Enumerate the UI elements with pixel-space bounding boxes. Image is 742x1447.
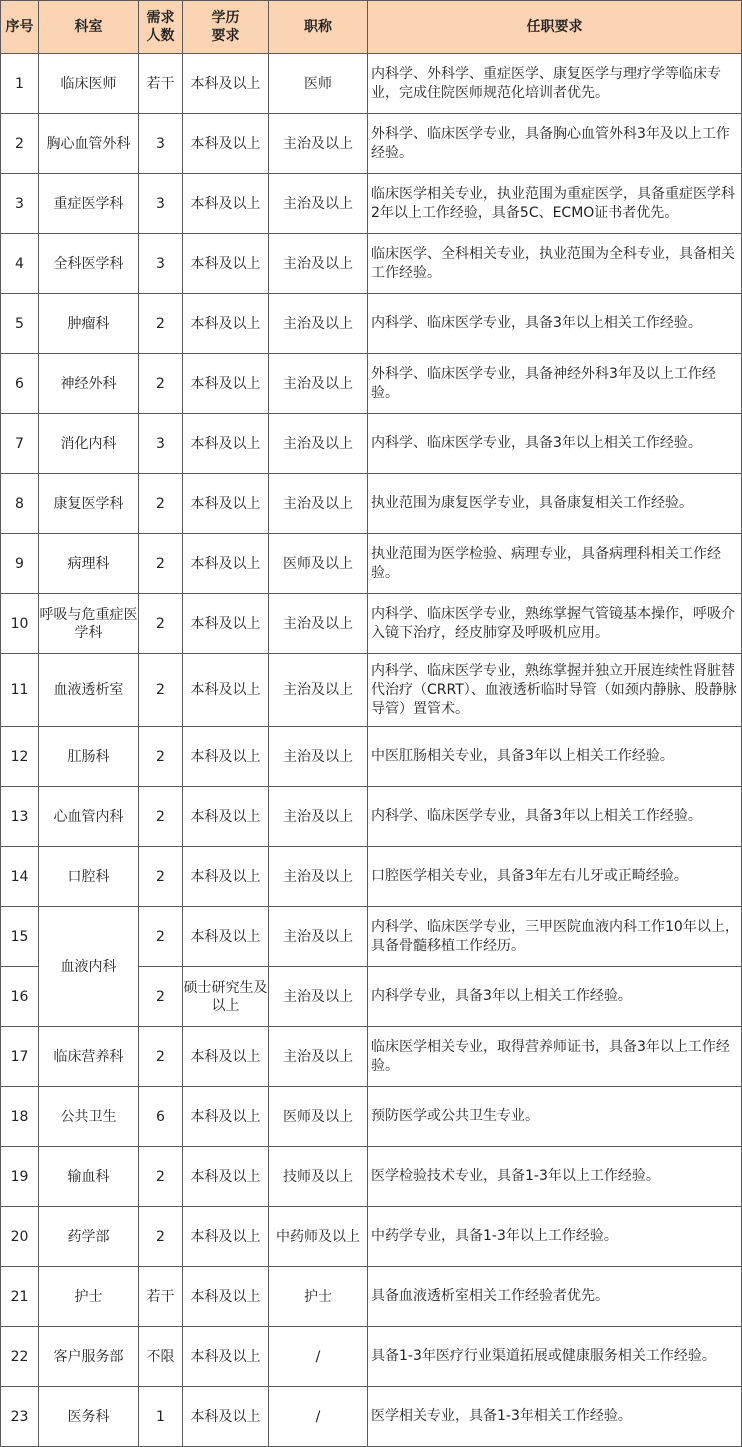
cell-no: 14 bbox=[1, 847, 39, 907]
cell-requirements: 临床医学相关专业，取得营养师证书，具备3年以上工作经验。 bbox=[368, 1027, 742, 1087]
cell-count: 2 bbox=[139, 907, 183, 967]
cell-requirements: 内科学、临床医学专业，熟练掌握并独立开展连续性肾脏替代治疗（CRRT）、血液透析临时导管（如颈内静脉、股静脉导管）置管术。 bbox=[368, 654, 742, 727]
header-title: 职称 bbox=[269, 1, 368, 54]
cell-dept: 重症医学科 bbox=[39, 174, 139, 234]
cell-dept: 呼吸与危重症医学科 bbox=[39, 594, 139, 654]
cell-edu: 本科及以上 bbox=[183, 1207, 269, 1267]
cell-dept: 口腔科 bbox=[39, 847, 139, 907]
cell-title: / bbox=[269, 1327, 368, 1387]
cell-title: 主治及以上 bbox=[269, 907, 368, 967]
cell-requirements: 内科学、外科学、重症医学、康复医学与理疗学等临床专业，完成住院医师规范化培训者优先。 bbox=[368, 54, 742, 114]
cell-dept: 病理科 bbox=[39, 534, 139, 594]
cell-title: 主治及以上 bbox=[269, 654, 368, 727]
cell-no: 15 bbox=[1, 907, 39, 967]
cell-dept: 康复医学科 bbox=[39, 474, 139, 534]
cell-edu: 本科及以上 bbox=[183, 294, 269, 354]
cell-requirements: 具备血液透析室相关工作经验者优先。 bbox=[368, 1267, 742, 1327]
table-row bbox=[1, 354, 742, 414]
cell-edu: 本科及以上 bbox=[183, 1147, 269, 1207]
table-row bbox=[1, 174, 742, 234]
cell-dept: 胸心血管外科 bbox=[39, 114, 139, 174]
cell-no: 22 bbox=[1, 1327, 39, 1387]
cell-dept: 临床医师 bbox=[39, 54, 139, 114]
cell-edu: 本科及以上 bbox=[183, 1327, 269, 1387]
cell-title: 主治及以上 bbox=[269, 727, 368, 787]
table-row bbox=[1, 294, 742, 354]
cell-count: 2 bbox=[139, 847, 183, 907]
cell-no: 20 bbox=[1, 1207, 39, 1267]
table-row bbox=[1, 787, 742, 847]
table-row bbox=[1, 114, 742, 174]
cell-edu: 本科及以上 bbox=[183, 354, 269, 414]
cell-edu: 本科及以上 bbox=[183, 1027, 269, 1087]
table-header bbox=[1, 1, 742, 54]
cell-dept: 输血科 bbox=[39, 1147, 139, 1207]
cell-edu: 本科及以上 bbox=[183, 1387, 269, 1447]
cell-count: 2 bbox=[139, 294, 183, 354]
cell-no: 2 bbox=[1, 114, 39, 174]
cell-requirements: 内科学、临床医学专业，熟练掌握气管镜基本操作，呼吸介入镜下治疗，经皮肺穿及呼吸机应用。 bbox=[368, 594, 742, 654]
cell-count: 2 bbox=[139, 534, 183, 594]
table-row bbox=[1, 534, 742, 594]
cell-edu: 硕士研究生及以上 bbox=[183, 967, 269, 1027]
cell-requirements: 预防医学或公共卫生专业。 bbox=[368, 1087, 742, 1147]
cell-title: 医师及以上 bbox=[269, 1087, 368, 1147]
cell-dept: 心血管内科 bbox=[39, 787, 139, 847]
cell-title: 主治及以上 bbox=[269, 474, 368, 534]
cell-dept: 血液内科 bbox=[39, 907, 139, 1027]
cell-edu: 本科及以上 bbox=[183, 654, 269, 727]
cell-count: 3 bbox=[139, 114, 183, 174]
cell-title: 技师及以上 bbox=[269, 1147, 368, 1207]
cell-dept: 药学部 bbox=[39, 1207, 139, 1267]
cell-count: 2 bbox=[139, 654, 183, 727]
table-row bbox=[1, 1207, 742, 1267]
cell-requirements: 执业范围为医学检验、病理专业，具备病理科相关工作经验。 bbox=[368, 534, 742, 594]
cell-title: 中药师及以上 bbox=[269, 1207, 368, 1267]
cell-title: 医师及以上 bbox=[269, 534, 368, 594]
cell-requirements: 外科学、临床医学专业，具备神经外科3年及以上工作经验。 bbox=[368, 354, 742, 414]
cell-no: 1 bbox=[1, 54, 39, 114]
cell-no: 9 bbox=[1, 534, 39, 594]
table-row bbox=[1, 1267, 742, 1327]
header-edu bbox=[183, 1, 269, 54]
cell-no: 3 bbox=[1, 174, 39, 234]
cell-no: 5 bbox=[1, 294, 39, 354]
table-body bbox=[1, 54, 742, 1447]
header-no: 序号 bbox=[1, 1, 39, 54]
cell-dept: 护士 bbox=[39, 1267, 139, 1327]
cell-title: 主治及以上 bbox=[269, 414, 368, 474]
cell-count: 2 bbox=[139, 594, 183, 654]
cell-dept: 神经外科 bbox=[39, 354, 139, 414]
cell-count: 2 bbox=[139, 727, 183, 787]
cell-edu: 本科及以上 bbox=[183, 787, 269, 847]
cell-requirements: 外科学、临床医学专业，具备胸心血管外科3年及以上工作经验。 bbox=[368, 114, 742, 174]
cell-dept: 肛肠科 bbox=[39, 727, 139, 787]
cell-edu: 本科及以上 bbox=[183, 847, 269, 907]
table-row bbox=[1, 847, 742, 907]
cell-title: 主治及以上 bbox=[269, 354, 368, 414]
table-row bbox=[1, 594, 742, 654]
cell-count: 3 bbox=[139, 234, 183, 294]
cell-edu: 本科及以上 bbox=[183, 414, 269, 474]
cell-requirements: 内科学、临床医学专业，具备3年以上相关工作经验。 bbox=[368, 294, 742, 354]
cell-count: 2 bbox=[139, 967, 183, 1027]
cell-edu: 本科及以上 bbox=[183, 727, 269, 787]
cell-no: 11 bbox=[1, 654, 39, 727]
table-row bbox=[1, 727, 742, 787]
cell-count: 3 bbox=[139, 414, 183, 474]
header-row bbox=[1, 1, 742, 54]
cell-title: 主治及以上 bbox=[269, 174, 368, 234]
cell-no: 12 bbox=[1, 727, 39, 787]
header-edu-line1: 学历 bbox=[211, 10, 240, 26]
cell-title: 主治及以上 bbox=[269, 594, 368, 654]
header-count bbox=[139, 1, 183, 54]
cell-requirements: 具备1-3年医疗行业渠道拓展或健康服务相关工作经验。 bbox=[368, 1327, 742, 1387]
cell-no: 8 bbox=[1, 474, 39, 534]
cell-title: 主治及以上 bbox=[269, 294, 368, 354]
table-row bbox=[1, 1027, 742, 1087]
header-requirements: 任职要求 bbox=[368, 1, 742, 54]
cell-edu: 本科及以上 bbox=[183, 907, 269, 967]
header-edu-line2: 要求 bbox=[211, 28, 240, 44]
cell-count: 6 bbox=[139, 1087, 183, 1147]
cell-no: 6 bbox=[1, 354, 39, 414]
header-dept: 科室 bbox=[39, 1, 139, 54]
table-row bbox=[1, 1147, 742, 1207]
cell-requirements: 中医肛肠相关专业，具备3年以上相关工作经验。 bbox=[368, 727, 742, 787]
cell-edu: 本科及以上 bbox=[183, 174, 269, 234]
cell-requirements: 中药学专业，具备1-3年以上工作经验。 bbox=[368, 1207, 742, 1267]
cell-dept: 医务科 bbox=[39, 1387, 139, 1447]
cell-requirements: 内科学专业，具备3年以上相关工作经验。 bbox=[368, 967, 742, 1027]
cell-dept: 血液透析室 bbox=[39, 654, 139, 727]
cell-requirements: 内科学、临床医学专业，具备3年以上相关工作经验。 bbox=[368, 787, 742, 847]
cell-dept: 全科医学科 bbox=[39, 234, 139, 294]
cell-no: 4 bbox=[1, 234, 39, 294]
cell-title: 主治及以上 bbox=[269, 114, 368, 174]
table-row bbox=[1, 234, 742, 294]
cell-count: 3 bbox=[139, 174, 183, 234]
cell-edu: 本科及以上 bbox=[183, 234, 269, 294]
table-row bbox=[1, 1387, 742, 1447]
cell-requirements: 医学检验技术专业，具备1-3年以上工作经验。 bbox=[368, 1147, 742, 1207]
table-row bbox=[1, 907, 742, 967]
cell-dept: 公共卫生 bbox=[39, 1087, 139, 1147]
cell-count: 2 bbox=[139, 354, 183, 414]
cell-count: 2 bbox=[139, 1207, 183, 1267]
cell-count: 1 bbox=[139, 1387, 183, 1447]
cell-title: 护士 bbox=[269, 1267, 368, 1327]
cell-no: 13 bbox=[1, 787, 39, 847]
header-count-line1: 需求 bbox=[146, 10, 175, 26]
cell-title: 主治及以上 bbox=[269, 847, 368, 907]
cell-no: 23 bbox=[1, 1387, 39, 1447]
cell-no: 10 bbox=[1, 594, 39, 654]
cell-requirements: 内科学、临床医学专业，三甲医院血液内科工作10年以上，具备骨髓移植工作经历。 bbox=[368, 907, 742, 967]
cell-count: 2 bbox=[139, 1147, 183, 1207]
cell-requirements: 临床医学相关专业，执业范围为重症医学，具备重症医学科2年以上工作经验，具备5C、ECMO证书者优先。 bbox=[368, 174, 742, 234]
cell-edu: 本科及以上 bbox=[183, 594, 269, 654]
cell-count: 2 bbox=[139, 474, 183, 534]
cell-count: 若干 bbox=[139, 1267, 183, 1327]
cell-no: 16 bbox=[1, 967, 39, 1027]
cell-title: 主治及以上 bbox=[269, 967, 368, 1027]
cell-no: 18 bbox=[1, 1087, 39, 1147]
cell-edu: 本科及以上 bbox=[183, 1087, 269, 1147]
cell-title: 主治及以上 bbox=[269, 1027, 368, 1087]
cell-edu: 本科及以上 bbox=[183, 474, 269, 534]
table-row bbox=[1, 654, 742, 727]
cell-edu: 本科及以上 bbox=[183, 114, 269, 174]
table-row bbox=[1, 1087, 742, 1147]
table-row bbox=[1, 1327, 742, 1387]
cell-count: 不限 bbox=[139, 1327, 183, 1387]
cell-count: 2 bbox=[139, 1027, 183, 1087]
cell-no: 7 bbox=[1, 414, 39, 474]
cell-requirements: 内科学、临床医学专业，具备3年以上相关工作经验。 bbox=[368, 414, 742, 474]
cell-title: 主治及以上 bbox=[269, 234, 368, 294]
cell-title: 主治及以上 bbox=[269, 787, 368, 847]
cell-edu: 本科及以上 bbox=[183, 534, 269, 594]
cell-no: 21 bbox=[1, 1267, 39, 1327]
cell-count: 2 bbox=[139, 787, 183, 847]
cell-dept: 客户服务部 bbox=[39, 1327, 139, 1387]
cell-dept: 消化内科 bbox=[39, 414, 139, 474]
cell-title: / bbox=[269, 1387, 368, 1447]
cell-dept: 肿瘤科 bbox=[39, 294, 139, 354]
table-row bbox=[1, 474, 742, 534]
cell-requirements: 临床医学、全科相关专业，执业范围为全科专业，具备相关工作经验。 bbox=[368, 234, 742, 294]
cell-no: 19 bbox=[1, 1147, 39, 1207]
cell-edu: 本科及以上 bbox=[183, 1267, 269, 1327]
cell-no: 17 bbox=[1, 1027, 39, 1087]
cell-dept: 临床营养科 bbox=[39, 1027, 139, 1087]
table-row bbox=[1, 414, 742, 474]
cell-requirements: 执业范围为康复医学专业，具备康复相关工作经验。 bbox=[368, 474, 742, 534]
cell-requirements: 医学相关专业，具备1-3年相关工作经验。 bbox=[368, 1387, 742, 1447]
header-count-line2: 人数 bbox=[146, 28, 175, 44]
cell-requirements: 口腔医学相关专业，具备3年左右儿牙或正畸经验。 bbox=[368, 847, 742, 907]
cell-edu: 本科及以上 bbox=[183, 54, 269, 114]
cell-title: 医师 bbox=[269, 54, 368, 114]
cell-count: 若干 bbox=[139, 54, 183, 114]
table-row bbox=[1, 54, 742, 114]
